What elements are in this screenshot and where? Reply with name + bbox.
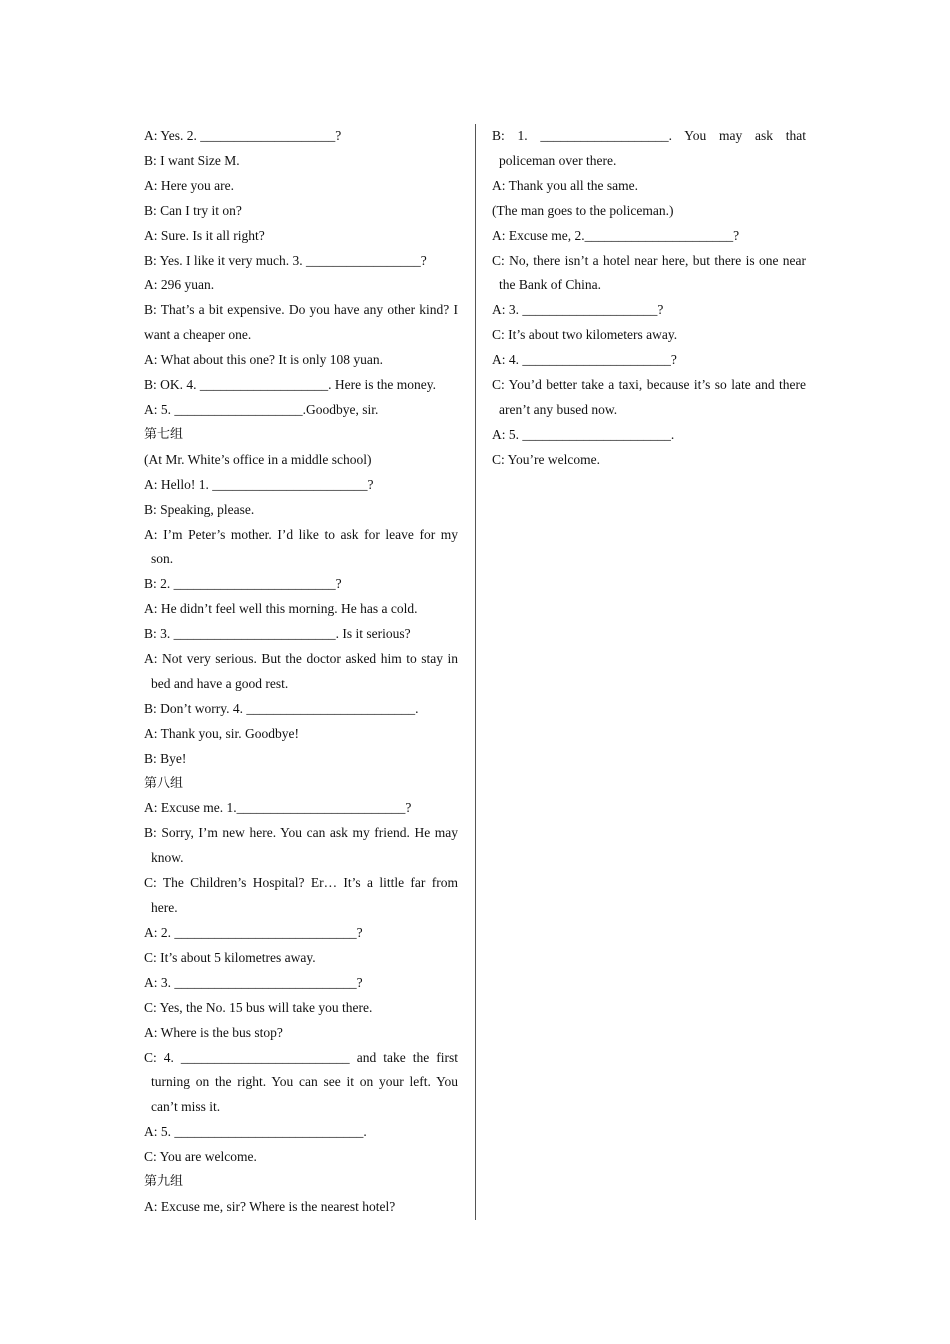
dialogue-line: A: 3. ____________________? <box>492 302 664 318</box>
dialogue-line: A: 5. ____________________________. <box>144 1124 367 1140</box>
dialogue-line: (At Mr. White’s office in a middle school) <box>144 451 372 467</box>
dialogue-line: B: Yes. I like it very much. 3. _________________? <box>144 252 427 268</box>
section-heading: 第八组 <box>144 775 184 791</box>
dialogue-line: A: 5. ___________________.Goodbye, sir. <box>144 401 379 417</box>
section-heading: 第七组 <box>144 426 184 442</box>
dialogue-line: A: 3. ___________________________? <box>144 974 363 990</box>
dialogue-line: C: The Children’s Hospital? Er… It’s a little far from here. <box>144 875 458 916</box>
dialogue-line: B: OK. 4. ___________________. Here is the money. <box>144 377 436 393</box>
dialogue-line: A: 296 yuan. <box>144 277 215 293</box>
left-column <box>144 124 458 1220</box>
dialogue-line: C: You’re welcome. <box>492 451 600 467</box>
dialogue-line: C: Yes, the No. 15 bus will take you there. <box>144 999 373 1015</box>
dialogue-line: (The man goes to the policeman.) <box>492 202 674 218</box>
dialogue-line: A: Thank you all the same. <box>492 177 638 193</box>
dialogue-line: A: Yes. 2. ____________________? <box>144 128 342 143</box>
dialogue-line: C: No, there isn’t a hotel near here, but there is one near the Bank of China. <box>492 252 806 293</box>
column-divider <box>475 124 476 1220</box>
dialogue-line: B: 1. ___________________. You may ask that policeman over there. <box>492 128 806 168</box>
section-heading: 第九组 <box>144 1174 184 1190</box>
dialogue-line: A: Thank you, sir. Goodbye! <box>144 725 299 741</box>
dialogue-line: B: 3. ________________________. Is it serious? <box>144 626 411 642</box>
dialogue-line: A: Excuse me, sir? Where is the nearest hotel? <box>144 1198 396 1214</box>
dialogue-line: A: 5. ______________________. <box>492 426 675 442</box>
dialogue-line: C: It’s about 5 kilometres away. <box>144 949 316 965</box>
dialogue-line: A: Hello! 1. _______________________? <box>144 476 374 492</box>
dialogue-line: A: He didn’t feel well this morning. He has a cold. <box>144 601 418 617</box>
dialogue-line: C: You are welcome. <box>144 1149 257 1165</box>
dialogue-line: B: That’s a bit expensive. Do you have any other kind? I want a cheaper one. <box>144 302 458 343</box>
dialogue-line: A: Here you are. <box>144 177 234 193</box>
dialogue-line: B: Can I try it on? <box>144 202 242 218</box>
dialogue-line: C: 4. _________________________ and take the first turning on the right. You can see it on your left. You can’t miss it. <box>144 1049 458 1115</box>
dialogue-line: C: You’d better take a taxi, because it’s so late and there aren’t any bused now. <box>492 377 806 417</box>
dialogue-line: B: I want Size M. <box>144 152 240 168</box>
dialogue-line: A: I’m Peter’s mother. I’d like to ask for leave for my son. <box>144 526 458 567</box>
dialogue-line: A: What about this one? It is only 108 yuan. <box>144 352 383 368</box>
dialogue-line: B: Sorry, I’m new here. You can ask my friend. He may know. <box>144 825 458 866</box>
dialogue-line: A: Excuse me, 2.______________________? <box>492 227 740 243</box>
dialogue-line: C: It’s about two kilometers away. <box>492 327 678 343</box>
dialogue-line: B: Don’t worry. 4. _________________________. <box>144 700 419 716</box>
dialogue-line: A: Not very serious. But the doctor asked him to stay in bed and have a good rest. <box>144 651 458 691</box>
dialogue-line: B: 2. ________________________? <box>144 576 342 592</box>
dialogue-line: B: Bye! <box>144 750 187 766</box>
dialogue-line: A: 4. ______________________? <box>492 352 677 368</box>
dialogue-line: A: 2. ___________________________? <box>144 925 363 940</box>
right-column <box>492 124 806 473</box>
dialogue-line: A: Excuse me. 1._________________________? <box>144 800 412 816</box>
dialogue-line: A: Where is the bus stop? <box>144 1024 283 1040</box>
dialogue-line: B: Speaking, please. <box>144 501 255 517</box>
dialogue-line: A: Sure. Is it all right? <box>144 227 265 243</box>
